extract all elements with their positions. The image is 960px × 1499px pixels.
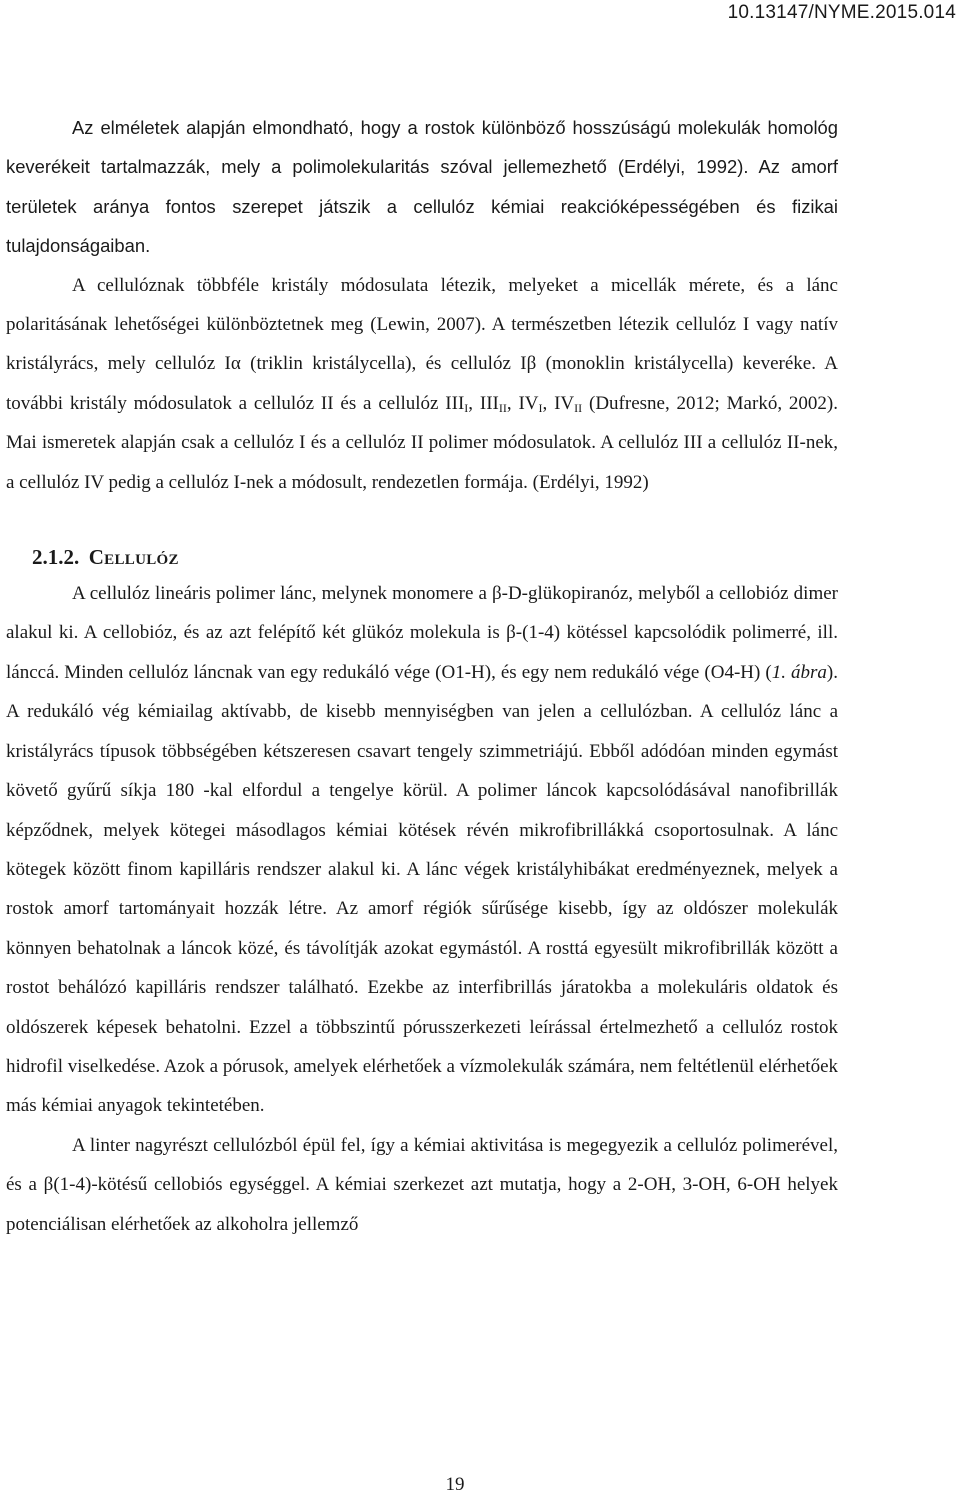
text-run: ). A redukáló vég kémiailag aktívabb, de kisebb mennyiségben van jelen a cellulózban. A cellulóz lánc a kristályrács típusok többségében kétszeresen csavart tengely szimmetriájú. Ebből adódóan minden egymást követő gyűrű síkja 180 -kal elfordul a tengelye körül. A polimer láncok kapcsolódásával nanofibrillák képződnek, melyek kötegei másodlagos kémiai kötések révén mikrofibrillákká csoportosulnak. A lánc kötegek között finom kapilláris rendszer alakul ki. A lánc végek kristályhibákat eredményeznek, melyek a rostok amorf tartományait hozzák létre. Az amorf régiók sűrűsége kisebb, így az oldószer molekulák könnyen behatolnak a láncok közé, és távolítják azokat egymástól. A rosttá egyesült mikrofibrillák között a rostot behálózó kapilláris rendszer található. Ezekbe az interfibrillás járatokba a molekuláris oldatok és oldószerek képesek behatolni. Ezzel a többszintű pórusszerkezeti leírással értelmezhető a cellulóz rostok hidrofil viselkedése. Azok a pórusok, amelyek elérhetőek a vízmolekulák számára, nem feltétlenül elérhetőek más kémiai anyagok tekintetében. [6, 661, 838, 1117]
doi-header: 10.13147/NYME.2015.014 [727, 2, 956, 23]
subscript: II [574, 400, 583, 415]
text-run: , III [468, 392, 499, 414]
subscript: I [464, 400, 469, 415]
paragraph-cellulose-structure [6, 574, 838, 1126]
section-number: 2.1.2. [32, 545, 80, 570]
page-number: 19 [445, 1474, 465, 1495]
figure-reference: 1. ábra [771, 661, 827, 683]
paragraph-linter: A linter nagyrészt cellulózból épül fel, így a kémiai aktivitása is megegyezik a cellulóz polimerével, és a β(1-4)-kötésű cellobiós egységgel. A kémiai szerkezet azt mutatja, hogy a 2-OH, 3-OH, 6-OH helyek potenciálisan elérhetőek az alkoholra jellemző [6, 1134, 838, 1235]
text-run: A cellulóz lineáris polimer lánc, melynek monomere a β-D-glükopiranóz, melyből a cellobióz dimer alakul ki. A cellobióz, és az azt felépítő két glükóz molekula is β-(1-4) kötéssel kapcsolódik polimerré, ill. lánccá. Minden cellulóz láncnak van egy redukáló vége (O1-H), és egy nem redukáló vége (O4-H) ( [6, 583, 838, 683]
paragraph-polymolecularity: Az elméletek alapján elmondható, hogy a rostok különböző hosszúságú molekulák homológ keverékeit tartalmazzák, mely a polimolekularitás szóval jellemezhető (Erdélyi, 1992). Az amorf területek aránya fontos szerepet játszik a cellulóz kémiai reakcióképességében és fizikai tulajdonságaiban. [6, 117, 838, 257]
section-heading [6, 540, 838, 574]
section-title: Cellulóz [88, 545, 179, 570]
subscript: I [538, 400, 543, 415]
text-run: A cellulóznak többféle kristály módosulata létezik, melyeket a micellák mérete, és a lánc polaritásának lehetőségei különböztetnek meg (Lewin, 2007). A természetben létezik cellulóz I vagy natív kristályrács, mely cellulóz Iα (triklin kristálycella), és cellulóz Iβ (monoklin kristálycella) keveréke. A további kristály módosulatok a cellulóz II és a cellulóz III [6, 274, 838, 414]
page-body [6, 108, 838, 1244]
text-run: , IV [506, 392, 539, 414]
text-run: (Dufresne, 2012; Markó, 2002). Mai ismeretek alapján csak a cellulóz I és a cellulóz II polimer módosulatok. A cellulóz III a cellulóz II-nek, a cellulóz IV pedig a cellulóz I-nek a módosult, rendezetlen formája. (Erdélyi, 1992) [6, 392, 838, 493]
subscript: II [498, 400, 507, 415]
paragraph-crystal-modifications [6, 266, 838, 502]
text-run: , IV [542, 392, 575, 414]
